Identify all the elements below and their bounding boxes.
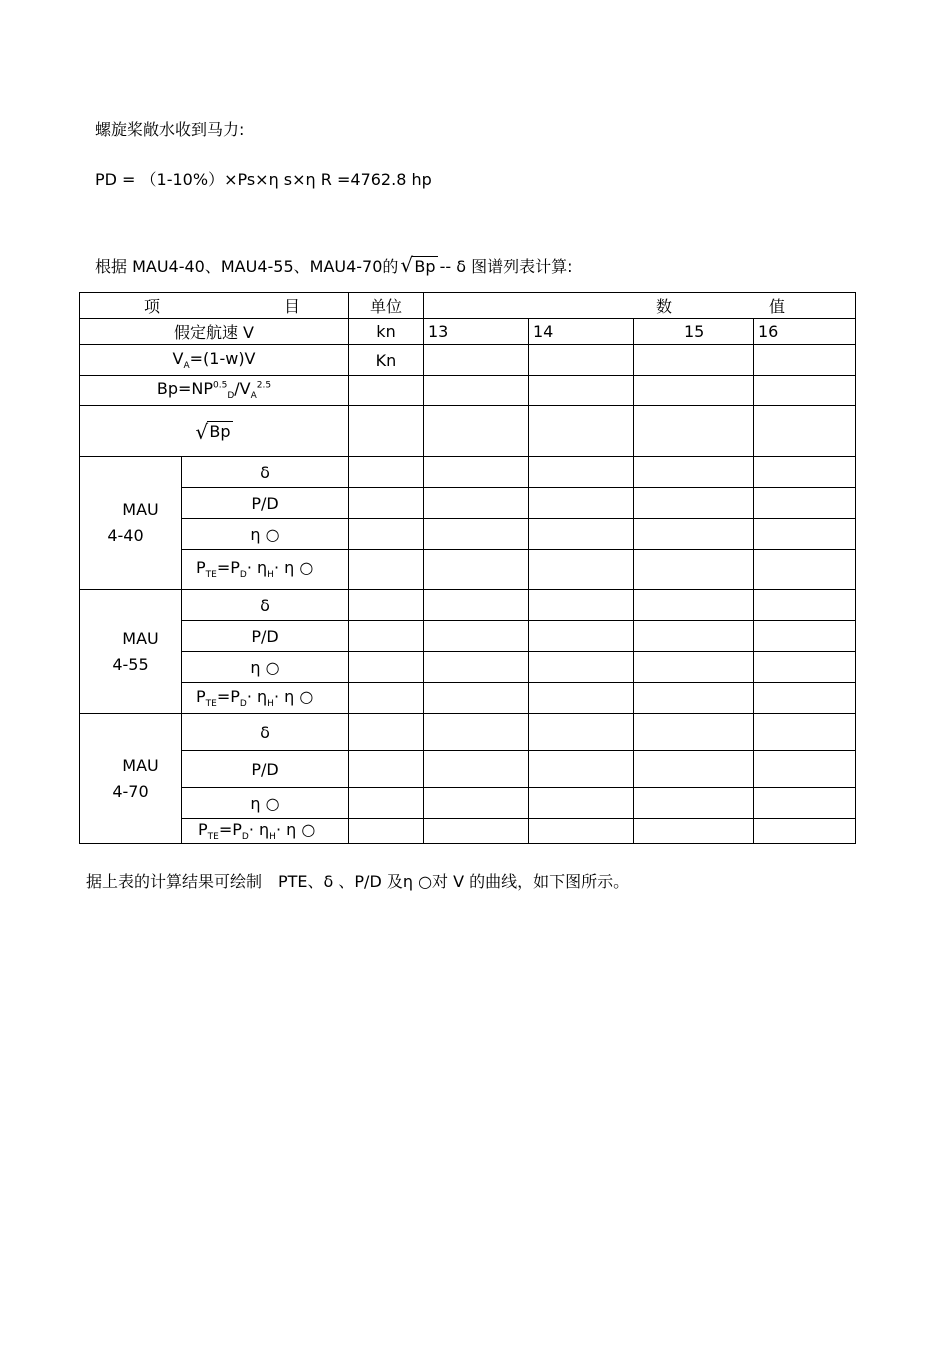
group-2-eta-row xyxy=(80,652,856,683)
cell xyxy=(529,751,634,788)
cell xyxy=(529,621,634,652)
cell xyxy=(529,345,634,376)
bp-row xyxy=(80,376,856,406)
sqrt-symbol xyxy=(400,257,437,277)
cell xyxy=(349,406,424,457)
formula-text: PD = （1-10%）×Ps×η s×η R =4762.8 hp xyxy=(95,170,432,189)
pte-sub3: H xyxy=(269,832,276,843)
cell xyxy=(634,488,754,519)
group-2-pd-row xyxy=(80,621,856,652)
description-post: -- δ 图谱列表计算: xyxy=(439,257,573,276)
pte-d: · η ○ xyxy=(275,819,316,839)
pte-a: P xyxy=(196,558,206,578)
cell xyxy=(349,519,424,550)
cell xyxy=(634,376,754,406)
param-delta: δ xyxy=(182,590,349,621)
cell xyxy=(754,819,856,844)
group-2-line1: MAU xyxy=(122,628,159,648)
cell xyxy=(634,590,754,621)
cell xyxy=(754,519,856,550)
cell xyxy=(529,819,634,844)
cell xyxy=(754,652,856,683)
cell xyxy=(754,406,856,457)
pte-b: =P xyxy=(216,558,240,578)
pte-a: P xyxy=(198,819,208,839)
group-label-mau-4-40 xyxy=(80,457,182,590)
calculation-table xyxy=(79,292,856,844)
cell xyxy=(349,788,424,819)
param-delta: δ xyxy=(182,714,349,751)
cell xyxy=(424,788,529,819)
group-1-line2: 4-40 xyxy=(107,526,144,545)
bp-label-b: /V xyxy=(234,379,251,399)
cell xyxy=(424,819,529,844)
group-3-eta-row xyxy=(80,788,856,819)
pte-c: · η xyxy=(246,686,268,706)
cell xyxy=(424,714,529,751)
sqrt-bp-row xyxy=(80,406,856,457)
cell xyxy=(754,788,856,819)
cell xyxy=(349,714,424,751)
va-row xyxy=(80,345,856,376)
group-1-pd-row xyxy=(80,488,856,519)
cell xyxy=(754,376,856,406)
cell xyxy=(349,751,424,788)
cell xyxy=(754,714,856,751)
cell xyxy=(754,550,856,590)
bp-label xyxy=(80,376,349,406)
cell xyxy=(424,621,529,652)
param-delta: δ xyxy=(182,457,349,488)
cell xyxy=(424,519,529,550)
param-pte xyxy=(182,683,349,714)
param-pte xyxy=(182,550,349,590)
speed-unit: kn xyxy=(349,319,424,345)
cell xyxy=(529,457,634,488)
cell xyxy=(754,751,856,788)
param-pd: P/D xyxy=(182,621,349,652)
pte-sub3: H xyxy=(267,699,274,710)
va-label xyxy=(80,345,349,376)
header-values-right: 值 xyxy=(769,297,786,316)
param-pd: P/D xyxy=(182,488,349,519)
header-item-right: 目 xyxy=(283,297,300,316)
header-item xyxy=(80,293,349,319)
cell xyxy=(424,406,529,457)
pte-b: =P xyxy=(218,819,242,839)
cell xyxy=(529,590,634,621)
pte-a: P xyxy=(196,686,206,706)
cell xyxy=(754,457,856,488)
cell xyxy=(529,714,634,751)
group-1-line1: MAU xyxy=(122,500,159,519)
va-label-sub: A xyxy=(183,361,190,372)
cell xyxy=(754,590,856,621)
header-values-left: 数 xyxy=(656,297,673,316)
cell xyxy=(424,652,529,683)
pte-sub: TE xyxy=(205,570,217,581)
header-row xyxy=(80,293,856,319)
pte-sub2: D xyxy=(239,699,247,710)
header-item-left: 项 xyxy=(144,297,161,316)
group-1-pte-row xyxy=(80,550,856,590)
cell xyxy=(529,519,634,550)
sqrt-radicand: Bp xyxy=(414,257,436,276)
cell xyxy=(529,652,634,683)
cell xyxy=(349,550,424,590)
cell xyxy=(349,819,424,844)
cell xyxy=(634,621,754,652)
va-unit: Kn xyxy=(349,345,424,376)
group-1-delta-row xyxy=(80,457,856,488)
cell xyxy=(424,345,529,376)
group-2-pte-row xyxy=(80,683,856,714)
group-label-mau-4-55 xyxy=(80,590,182,714)
pte-sub2: D xyxy=(239,570,247,581)
cell xyxy=(634,519,754,550)
pte-sub: TE xyxy=(205,699,217,710)
group-2-line2: 4-55 xyxy=(112,654,149,674)
cell xyxy=(634,457,754,488)
param-pte xyxy=(182,819,349,844)
pte-b: =P xyxy=(216,686,240,706)
cell xyxy=(529,406,634,457)
pte-c: · η xyxy=(246,558,268,578)
speed-value-4: 16 xyxy=(754,319,856,345)
cell xyxy=(529,683,634,714)
speed-value-2: 14 xyxy=(529,319,634,345)
param-eta0: η ○ xyxy=(182,788,349,819)
cell xyxy=(349,457,424,488)
pte-sub: TE xyxy=(207,832,219,843)
cell xyxy=(634,345,754,376)
pte-d: · η ○ xyxy=(273,686,314,706)
cell xyxy=(529,788,634,819)
cell xyxy=(634,406,754,457)
param-eta0: η ○ xyxy=(182,652,349,683)
cell xyxy=(754,488,856,519)
cell xyxy=(754,345,856,376)
cell xyxy=(634,652,754,683)
sqrt-bp-radicand: Bp xyxy=(209,421,231,441)
group-1-eta-row xyxy=(80,519,856,550)
cell xyxy=(349,488,424,519)
cell xyxy=(424,457,529,488)
group-3-pd-row xyxy=(80,751,856,788)
cell xyxy=(349,590,424,621)
group-3-delta-row xyxy=(80,714,856,751)
cell xyxy=(349,621,424,652)
va-label-a: V xyxy=(172,348,184,368)
cell xyxy=(424,376,529,406)
bp-label-sub2: A xyxy=(250,391,257,402)
pte-sub3: H xyxy=(267,570,274,581)
group-2-delta-row xyxy=(80,590,856,621)
bp-label-sup1: 0.5 xyxy=(213,381,228,392)
cell xyxy=(634,819,754,844)
group-3-line2: 4-70 xyxy=(112,781,149,801)
speed-value-3: 15 xyxy=(634,319,754,345)
sqrt-symbol xyxy=(195,422,232,441)
cell xyxy=(634,788,754,819)
param-pd: P/D xyxy=(182,751,349,788)
cell xyxy=(424,488,529,519)
cell xyxy=(349,652,424,683)
cell xyxy=(424,683,529,714)
pte-d: · η ○ xyxy=(273,558,314,578)
speed-value-1: 13 xyxy=(424,319,529,345)
header-values xyxy=(424,293,856,319)
cell xyxy=(424,550,529,590)
speed-label: 假定航速 V xyxy=(80,319,349,345)
pte-sub2: D xyxy=(241,832,249,843)
cell xyxy=(424,751,529,788)
cell xyxy=(634,550,754,590)
header-unit: 单位 xyxy=(349,293,424,319)
description-pre: 根据 MAU4-40、MAU4-55、MAU4-70的 xyxy=(95,257,399,276)
group-label-mau-4-70 xyxy=(80,714,182,844)
param-eta0: η ○ xyxy=(182,519,349,550)
cell xyxy=(754,621,856,652)
description-text xyxy=(95,257,572,277)
cell xyxy=(634,714,754,751)
footer-text: 据上表的计算结果可绘制 PTE、δ 、P/D 及η ○对 V 的曲线，如下图所示。 xyxy=(86,872,630,891)
bp-label-sub1: D xyxy=(227,391,235,402)
cell xyxy=(529,376,634,406)
cell xyxy=(634,683,754,714)
speed-row xyxy=(80,319,856,345)
pte-c: · η xyxy=(248,819,270,839)
cell xyxy=(754,683,856,714)
va-label-b: =(1-w)V xyxy=(189,348,256,368)
cell xyxy=(529,488,634,519)
cell xyxy=(349,683,424,714)
cell xyxy=(349,376,424,406)
heading-text: 螺旋桨敞水收到马力: xyxy=(95,120,245,139)
sqrt-bp-label xyxy=(80,406,349,457)
group-3-line1: MAU xyxy=(122,755,159,775)
cell xyxy=(634,751,754,788)
cell xyxy=(424,590,529,621)
cell xyxy=(529,550,634,590)
bp-label-sup2: 2.5 xyxy=(256,381,272,392)
bp-label-a: Bp=NP xyxy=(156,379,214,399)
group-3-pte-row xyxy=(80,819,856,844)
